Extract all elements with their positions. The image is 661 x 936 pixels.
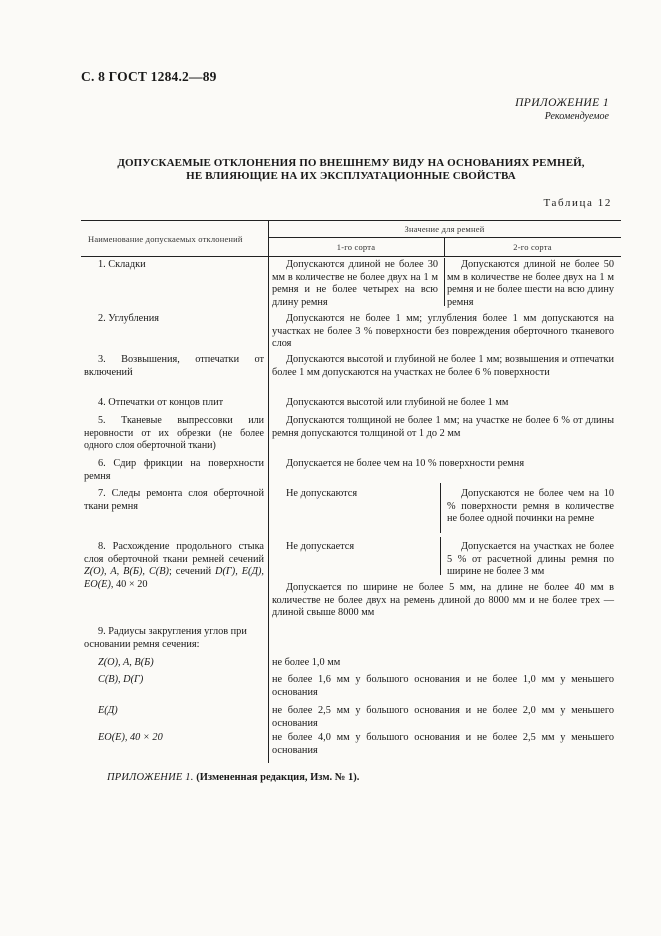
row-8-grade-1: Не допускается	[286, 541, 355, 552]
table-label: Таблица 12	[543, 197, 612, 209]
row-6-name: 6. Сдир фрикции на поверхности ремня	[84, 458, 264, 482]
row-9-sub-2-name: C(B), D(Г)	[98, 674, 144, 685]
row-9-sub-2-value: не более 1,6 мм у большого основания и не более 1,0 мм у меньшего основания	[272, 674, 614, 698]
header-name: Наименование допускаемых отклонений	[88, 234, 243, 244]
footer-note	[107, 772, 359, 783]
grade-divider-row7	[440, 483, 441, 533]
row-9-sub-3-value: не более 2,5 мм у большого основания и не более 2,0 мм у меньшего основания	[272, 705, 614, 729]
row-2-name: 2. Углубления	[98, 313, 159, 324]
row-9-sub-1-name: Z(O), A, B(Б)	[98, 657, 154, 668]
row-3-value: Допускаются высотой и глубиной не более 1 мм; возвышения и отпечатки более 1 мм допускаются на участках не более 6 % поверхности	[272, 354, 614, 378]
grade-divider-row8	[440, 537, 441, 575]
row-4-value: Допускаются высотой или глубиной не более 1 мм	[286, 397, 509, 408]
row-4-name: 4. Отпечатки от концов плит	[98, 397, 224, 408]
header-value: Значение для ремней	[404, 224, 485, 234]
row-1-name: 1. Складки	[98, 259, 146, 270]
row-8-value-extra: Допускается по ширине не более 5 мм, на длине не более 40 мм в количестве не более двух на ремень длиной до 8000 мм и не более трех — длиной свыше 8000 мм	[272, 582, 614, 619]
row-6-value: Допускается не более чем на 10 % поверхности ремня	[286, 458, 525, 469]
row-2-value: Допускаются не более 1 мм; углубления более 1 мм допускаются на участках не более 3 % поверхности без повреждения оберточного тканевого слоя	[272, 313, 614, 350]
row-9-sub-4-value: не более 4,0 мм у большого основания и не более 2,5 мм у меньшего основания	[272, 732, 614, 756]
row-8-name: 8. Расхождение продольного стыка слоя оберточной ткани ремней сечений Z(O), A, B(Б), C(B); сечений D(Г), E(Д), EO(E), 40 × 20	[84, 541, 265, 590]
grade-divider-row1	[444, 258, 445, 306]
row-9-sub-1-value: не более 1,0 мм	[272, 657, 341, 668]
row-9-name: 9. Радиусы закругления углов при основании ремня сечения:	[84, 626, 247, 650]
row-5-value: Допускаются толщиной не более 1 мм; на участке не более 6 % от длины ремня допускаются толщиной от 1 до 2 мм	[272, 415, 614, 439]
footer-note-change: (Измененная редакция, Изм. № 1).	[196, 772, 360, 783]
name-column-divider	[268, 221, 269, 763]
row-7-name: 7. Следы ремонта слоя оберточной ткани ремня	[84, 488, 264, 512]
row-8-grade-2: Допускается на участках не более 5 % от расчетной длины ремня по ширине не более 3 мм	[447, 541, 614, 578]
row-5-name: 5. Тканевые выпрессовки или неровности от их обрезки (не более одного слоя оберточной ткани)	[84, 415, 264, 452]
row-9-sub-3-name: E(Д)	[98, 705, 118, 716]
document-title	[81, 157, 621, 183]
row-9-sub-4-name: EO(E), 40 × 20	[98, 732, 163, 743]
table-top-rule	[81, 220, 621, 221]
row-3-name: 3. Возвышения, отпечатки от включений	[84, 354, 264, 378]
footer-note-appendix: ПРИЛОЖЕНИЕ 1.	[107, 772, 194, 783]
appendix-status: Рекомендуемое	[544, 111, 609, 122]
header-grade-1: 1-го сорта	[336, 242, 376, 252]
row-1-grade-1: Допускаются длиной не более 30 мм в количестве не более двух на 1 м ремня и не более четырех на всю длину ремня	[272, 259, 438, 308]
appendix-label: ПРИЛОЖЕНИЕ 1	[515, 97, 609, 109]
row-7-grade-1: Не допускаются	[286, 488, 358, 499]
row-1-grade-2: Допускаются длиной не более 50 мм в количестве не более двух на 1 м ремня и не более шести на всю длину ремня	[447, 259, 614, 308]
page-header: С. 8 ГОСТ 1284.2—89	[81, 69, 217, 84]
header-grade-2: 2-го сорта	[513, 242, 552, 252]
header-bottom-rule	[81, 256, 621, 257]
title-line-1: ДОПУСКАЕМЫЕ ОТКЛОНЕНИЯ ПО ВНЕШНЕМУ ВИДУ НА ОСНОВАНИЯХ РЕМНЕЙ,	[117, 157, 585, 169]
title-line-2: НЕ ВЛИЯЮЩИЕ НА ИХ ЭКСПЛУАТАЦИОННЫЕ СВОЙСТВА	[186, 170, 516, 182]
appendix-block	[515, 97, 609, 123]
row-7-grade-2: Допускаются не более чем на 10 % поверхности ремня в количестве не более одной починки на ремне	[447, 488, 614, 525]
